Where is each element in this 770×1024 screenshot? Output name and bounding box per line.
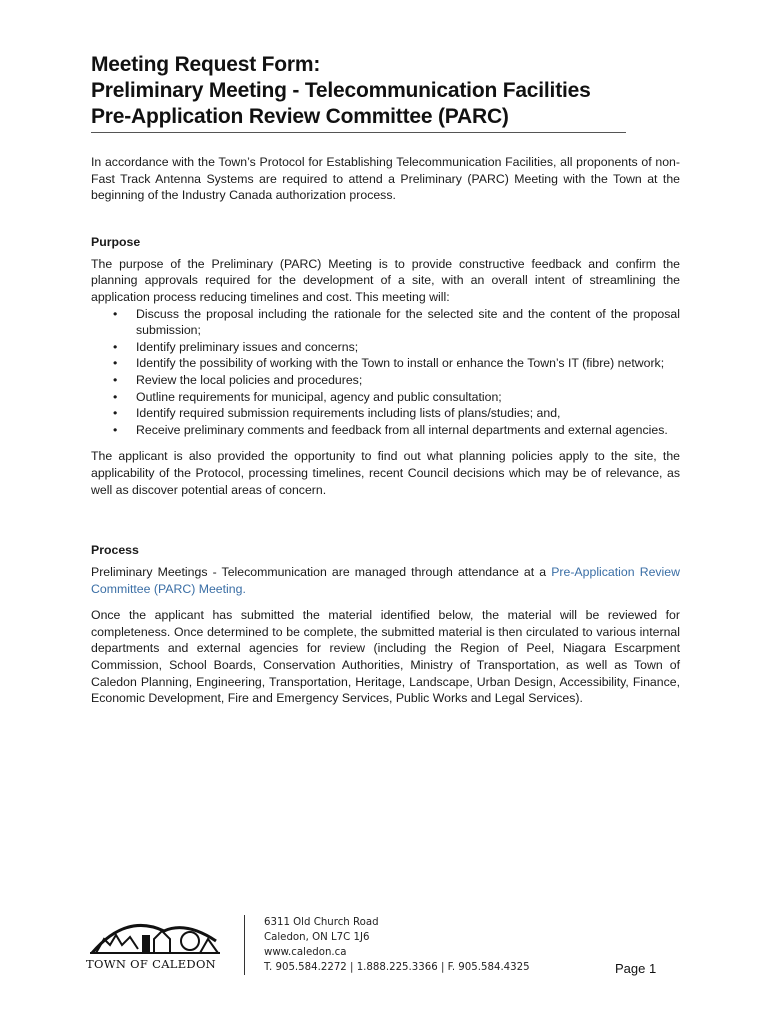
bullet-icon: • [113, 422, 118, 437]
caledon-skyline-icon [86, 919, 222, 955]
list-item: • Receive preliminary comments and feedback from all internal departments and external agencies. [113, 422, 668, 437]
page-footer [86, 915, 686, 985]
list-item: • Identify preliminary issues and concerns; [113, 339, 359, 354]
phone-numbers: T. 905.584.2272 | 1.888.225.3366 | F. 905.584.4325 [264, 962, 530, 973]
form-title [91, 52, 626, 133]
purpose-paragraph: The purpose of the Preliminary (PARC) Meeting is to provide constructive feedback and confirm the planning approvals required for the development of a site, with an overall intent of streamlining the application process reducing timelines and cost. This meeting will: [91, 256, 680, 304]
address-line-1: 6311 Old Church Road [264, 917, 379, 928]
bullet-icon: • [113, 406, 118, 421]
purpose-followup-paragraph: The applicant is also provided the opportunity to find out what planning policies apply to the site, the applicability of the Protocol, processing timelines, recent Council decisions which may be of relevance, as well as discover potential areas of concern. [91, 449, 680, 497]
parc-meeting-link[interactable]: Pre-Application Review Committee (PARC) Meeting. [91, 565, 681, 596]
list-item: • Discuss the proposal including the rationale for the selected site and the content of the proposal submission; [113, 306, 680, 338]
title-line-1: Meeting Request Form: [91, 53, 321, 76]
title-line-3: Pre-Application Review Committee (PARC) [91, 105, 509, 128]
town-logo [86, 919, 222, 975]
list-item: • Identify required submission requirements including lists of plans/studies; and, [113, 406, 561, 421]
process-paragraph-2: Once the applicant has submitted the material identified below, the material will be reviewed for completeness. Once determined to be complete, the submitted material is then circulated to various internal departments and external agencies for review (including the Region of Peel, Niagara Escarpment Commission, School Boards, Conservation Authorities, Ministry of Transportation, as well as Town of Caledon Planning, Engineering, Transportation, Heritage, Landscape, Urban Design, Accessibility, Finance, Economic Development, Fire and Emergency Services, Public Works and Legal Services). [91, 608, 680, 706]
bullet-icon: • [113, 339, 118, 354]
bullet-icon: • [113, 356, 118, 371]
contact-block [264, 915, 530, 975]
process-paragraph-1: Preliminary Meetings - Telecommunication are managed through attendance at a Pre-Application Review Committee (PARC) Meeting. [91, 565, 681, 596]
logo-text: TOWN OF CALEDON [86, 957, 217, 971]
purpose-list [91, 306, 680, 439]
purpose-heading: Purpose [91, 234, 141, 249]
website-link[interactable]: www.caledon.ca [264, 947, 347, 958]
list-item: • Outline requirements for municipal, agency and public consultation; [113, 389, 502, 404]
address-line-2: Caledon, ON L7C 1J6 [264, 932, 370, 943]
bullet-icon: • [113, 372, 118, 387]
document-body [91, 154, 680, 707]
process-heading: Process [91, 543, 139, 558]
list-item: • Identify the possibility of working with the Town to install or enhance the Town’s IT (fibre) network; [113, 356, 665, 371]
page-number: Page 1 [615, 961, 657, 976]
title-line-2: Preliminary Meeting - Telecommunication Facilities [91, 79, 591, 102]
list-item: • Review the local policies and procedures; [113, 372, 363, 387]
intro-paragraph: In accordance with the Town’s Protocol for Establishing Telecommunication Facilities, all proponents of non-Fast Track Antenna Systems are required to attend a Preliminary (PARC) Meeting with the Town at the beginning of the Industry Canada authorization process. [91, 155, 680, 203]
bullet-icon: • [113, 389, 118, 404]
bullet-icon: • [113, 306, 118, 321]
footer-divider [244, 915, 245, 975]
